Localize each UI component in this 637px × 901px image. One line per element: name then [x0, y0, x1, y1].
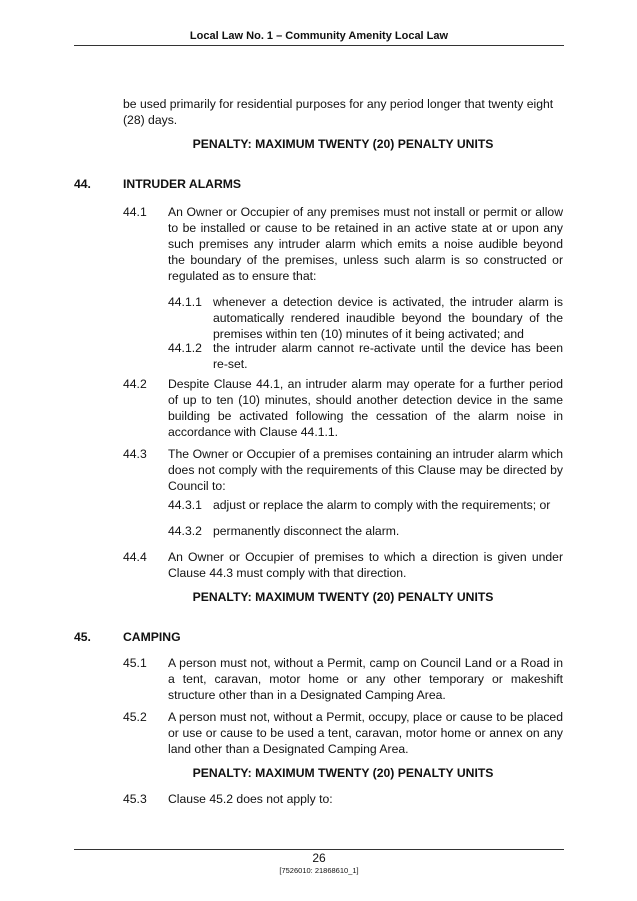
clause-text: Clause 45.2 does not apply to:: [168, 792, 333, 806]
subclause-number: 44.3.2: [168, 524, 202, 538]
clause-text: A person must not, without a Permit, camp on Council Land or a Road in a tent, caravan, motor home or any other temporary or makeshift structure other than in a Designated Camping Area.: [168, 656, 563, 702]
clause-number: 44.1: [123, 205, 147, 219]
clause-number: 44.4: [123, 550, 147, 564]
clause-number: 44.2: [123, 377, 147, 391]
clause-text: An Owner or Occupier of premises to which a direction is given under Clause 44.3 must comply with that direction.: [168, 550, 563, 580]
subclause-text: permanently disconnect the alarm.: [213, 524, 400, 538]
subclause-text: adjust or replace the alarm to comply with the requirements; or: [213, 498, 551, 512]
section-title: INTRUDER ALARMS: [123, 177, 242, 191]
clause-text: An Owner or Occupier of any premises must not install or permit or allow to be installed or cause to be retained in an active state at or upon any such premises any intruder alarm which emits a noise audible beyond the boundary of the premises, unless such alarm is so constructed or regulated as to ensure that:: [168, 205, 563, 283]
subclause-text: whenever a detection device is activated, the intruder alarm is automatically rendered inaudible beyond the boundary of the premises within ten (10) minutes of it being activated; and: [213, 295, 563, 341]
clause-number: 45.2: [123, 710, 147, 724]
subclause-number: 44.1.2: [168, 341, 202, 355]
clause-number: 45.3: [123, 792, 147, 806]
clause-text: The Owner or Occupier of a premises containing an intruder alarm which does not comply with the requirements of this Clause may be directed by Council to:: [168, 447, 563, 493]
subclause-number: 44.1.1: [168, 295, 202, 309]
subclause-number: 44.3.1: [168, 498, 202, 512]
section-title: CAMPING: [123, 630, 181, 644]
header-rule: [74, 45, 564, 46]
page-number: 26: [312, 851, 326, 865]
section-number: 45.: [74, 630, 91, 644]
clause-text: A person must not, without a Permit, occupy, place or cause to be placed or use or cause to be used a tent, caravan, motor home or annex on any land other than a Designated Camping Area.: [168, 710, 563, 756]
continuation-paragraph: be used primarily for residential purposes for any period longer that twenty eight (28) days.: [123, 97, 554, 127]
subclause-text: the intruder alarm cannot re-activate until the device has been re-set.: [213, 341, 563, 371]
penalty-line: PENALTY: MAXIMUM TWENTY (20) PENALTY UNITS: [192, 766, 494, 780]
running-header: Local Law No. 1 – Community Amenity Local Law: [189, 30, 449, 42]
clause-text: Despite Clause 44.1, an intruder alarm may operate for a further period of up to ten (10) minutes, should another detection device in the same building be activated following the cessation of the alarm noise in accordance with Clause 44.1.1.: [168, 377, 563, 439]
footer-rule: [74, 849, 564, 850]
section-number: 44.: [74, 177, 91, 191]
clause-number: 45.1: [123, 656, 147, 670]
penalty-line: PENALTY: MAXIMUM TWENTY (20) PENALTY UNITS: [192, 590, 494, 604]
clause-number: 44.3: [123, 447, 147, 461]
document-reference: [7526010: 21868610_1]: [279, 866, 359, 875]
penalty-line: PENALTY: MAXIMUM TWENTY (20) PENALTY UNITS: [192, 137, 494, 151]
